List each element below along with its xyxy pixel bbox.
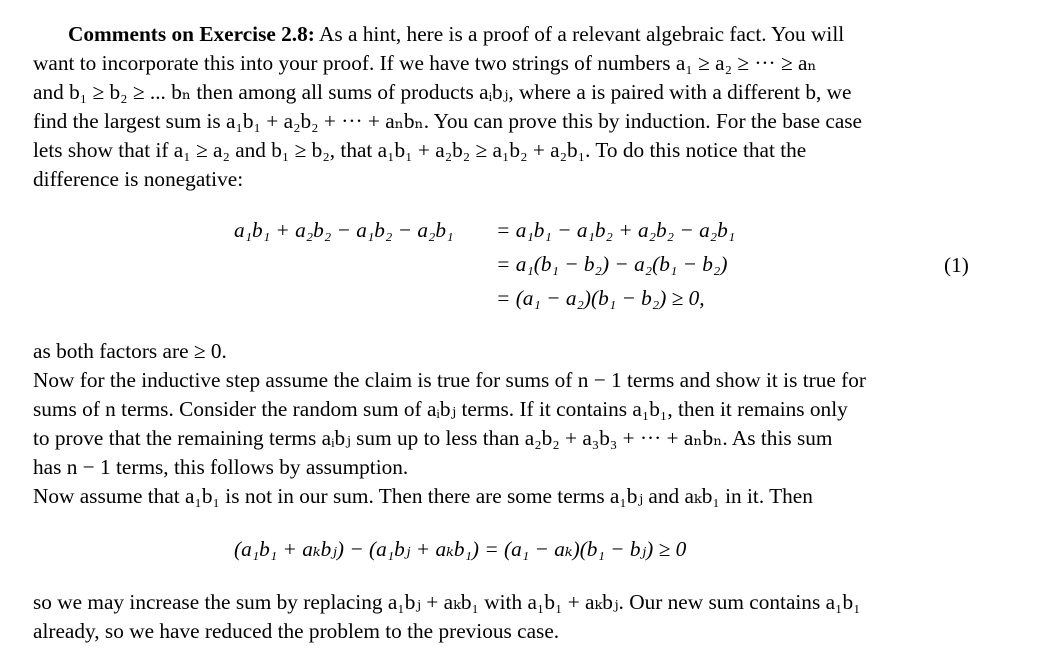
equation-1-rhs-2: = a₁(b₁ − b₂) − a₂(b₁ − b₂) <box>496 252 728 276</box>
heading: Comments on Exercise 2.8: <box>68 22 315 46</box>
closing-line-1: so we may increase the sum by replacing a₁bⱼ + aₖb₁ with a₁b₁ + aₖbⱼ. Our new sum contains a₁b₁ <box>33 590 861 614</box>
middle-line-1: as both factors are ≥ 0. <box>33 339 227 363</box>
intro-line-6: difference is nonegative: <box>33 167 244 191</box>
middle-line-4: to prove that the remaining terms aᵢbⱼ sum up to less than a₂b₂ + a₃b₃ + ··· + aₙbₙ. As this sum <box>33 426 833 450</box>
equation-2: (a₁b₁ + aₖbⱼ) − (a₁bⱼ + aₖb₁) = (a₁ − aₖ)(b₁ − bⱼ) ≥ 0 <box>234 537 687 561</box>
equation-number: (1) <box>944 253 969 277</box>
closing-line-2: already, so we have reduced the problem to the previous case. <box>33 619 560 643</box>
intro-line-2: want to incorporate this into your proof. If we have two strings of numbers a₁ ≥ a₂ ≥ ··· ≥ aₙ <box>33 51 817 75</box>
intro-line-5: lets show that if a₁ ≥ a₂ and b₁ ≥ b₂, that a₁b₁ + a₂b₂ ≥ a₁b₂ + a₂b₁. To do this notice that the <box>33 138 807 162</box>
equation-1-rhs-1: = a₁b₁ − a₁b₂ + a₂b₂ − a₂b₁ <box>496 218 736 242</box>
middle-line-6: Now assume that a₁b₁ is not in our sum. Then there are some terms a₁bⱼ and aₖb₁ in it. Then <box>33 484 813 508</box>
intro-line-3: and b₁ ≥ b₂ ≥ ... bₙ then among all sums of products aᵢbⱼ, where a is paired with a different b, we <box>33 80 852 104</box>
equation-1-rhs-3: = (a₁ − a₂)(b₁ − b₂) ≥ 0, <box>496 286 705 310</box>
middle-line-3: sums of n terms. Consider the random sum of aᵢbⱼ terms. If it contains a₁b₁, then it remains only <box>33 397 848 421</box>
intro-line-1 <box>68 24 844 45</box>
intro-line-4: find the largest sum is a₁b₁ + a₂b₂ + ··· + aₙbₙ. You can prove this by induction. For the base case <box>33 109 863 133</box>
equation-1-lhs: a₁b₁ + a₂b₂ − a₁b₂ − a₂b₁ <box>234 218 454 242</box>
middle-line-5: has n − 1 terms, this follows by assumption. <box>33 455 409 479</box>
middle-line-2: Now for the inductive step assume the claim is true for sums of n − 1 terms and show it is true for <box>33 368 866 392</box>
intro-line-1-text: As a hint, here is a proof of a relevant algebraic fact. You will <box>314 22 845 46</box>
